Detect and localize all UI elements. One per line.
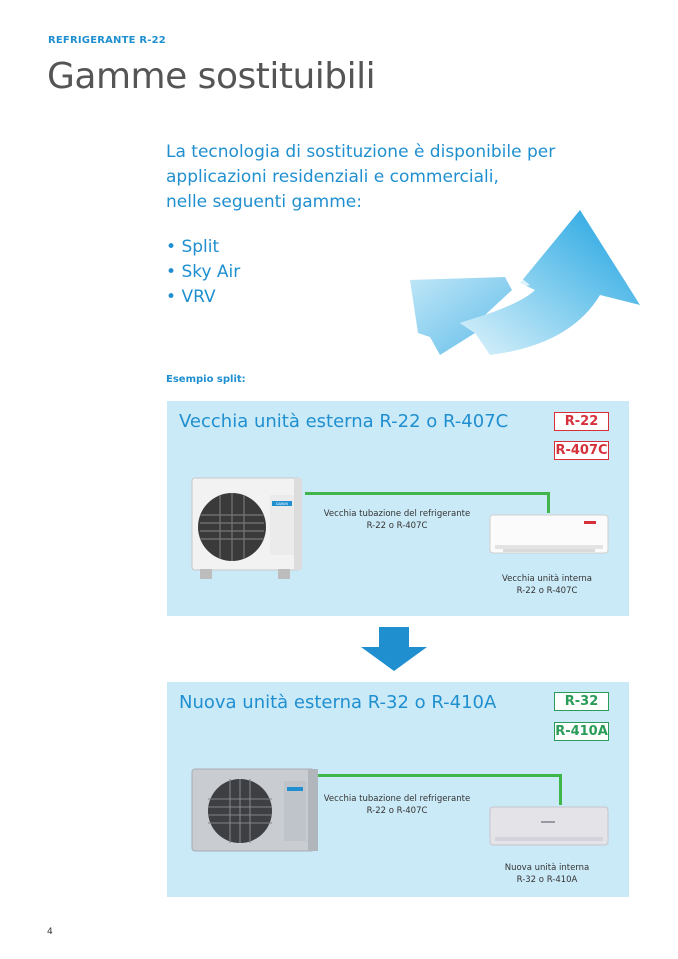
indoor-label-line: Nuova unità interna — [504, 863, 590, 873]
section-label: REFRIGERANTE R-22 — [48, 35, 166, 46]
range-item-split: • Split — [166, 235, 586, 260]
intro-line: nelle seguenti gamme: — [166, 192, 362, 212]
old-outdoor-unit — [190, 475, 307, 580]
panel-title: Vecchia unità esterna R-22 o R-407C — [179, 411, 509, 432]
pipe-label — [322, 508, 472, 532]
old-indoor-unit — [489, 513, 609, 555]
refrigerant-pipe — [305, 492, 550, 495]
pipe-label-line: Vecchia tubazione del refrigerante — [323, 509, 471, 519]
pipe-label-line: R-22 o R-407C — [366, 521, 428, 531]
refrigerant-tag-r407c: R-407C — [555, 443, 608, 458]
refrigerant-tag-r32: R-32 — [554, 692, 609, 711]
indoor-unit-label — [487, 862, 607, 886]
new-indoor-unit — [489, 805, 609, 847]
old-system-panel — [167, 401, 629, 616]
intro-line: applicazioni residenziali e commerciali, — [166, 167, 499, 187]
pipe-label-line: Vecchia tubazione del refrigerante — [323, 794, 471, 804]
replacement-arrow-graphic — [400, 205, 645, 365]
down-arrow-icon — [361, 627, 427, 671]
indoor-label-line: R-22 o R-407C — [516, 586, 578, 596]
refrigerant-tag-r22: R-22 — [554, 412, 609, 431]
refrigerant-tag-r410a: R-410A — [555, 724, 608, 739]
pipe-label — [322, 793, 472, 817]
brand-logo: DAIKIN — [275, 502, 289, 506]
new-outdoor-unit — [190, 767, 325, 855]
indoor-label-line: Vecchia unità interna — [501, 574, 593, 584]
panel-title: Nuova unità esterna R-32 o R-410A — [179, 692, 497, 713]
example-label: Esempio split: — [166, 374, 246, 385]
indoor-unit-label — [487, 573, 607, 597]
refrigerant-pipe — [315, 774, 562, 777]
range-item-sky-air: • Sky Air — [166, 260, 586, 285]
intro-line: La tecnologia di sostituzione è disponibile per — [166, 142, 556, 162]
indoor-label-line: R-32 o R-410A — [516, 875, 578, 885]
page-title: Gamme sostituibili — [47, 56, 376, 97]
refrigerant-pipe-drop — [559, 774, 562, 805]
page-number: 4 — [47, 927, 53, 937]
pipe-label-line: R-22 o R-407C — [366, 806, 428, 816]
refrigerant-pipe-drop — [547, 492, 550, 513]
new-system-panel — [167, 682, 629, 897]
range-item-vrv: • VRV — [166, 285, 586, 310]
